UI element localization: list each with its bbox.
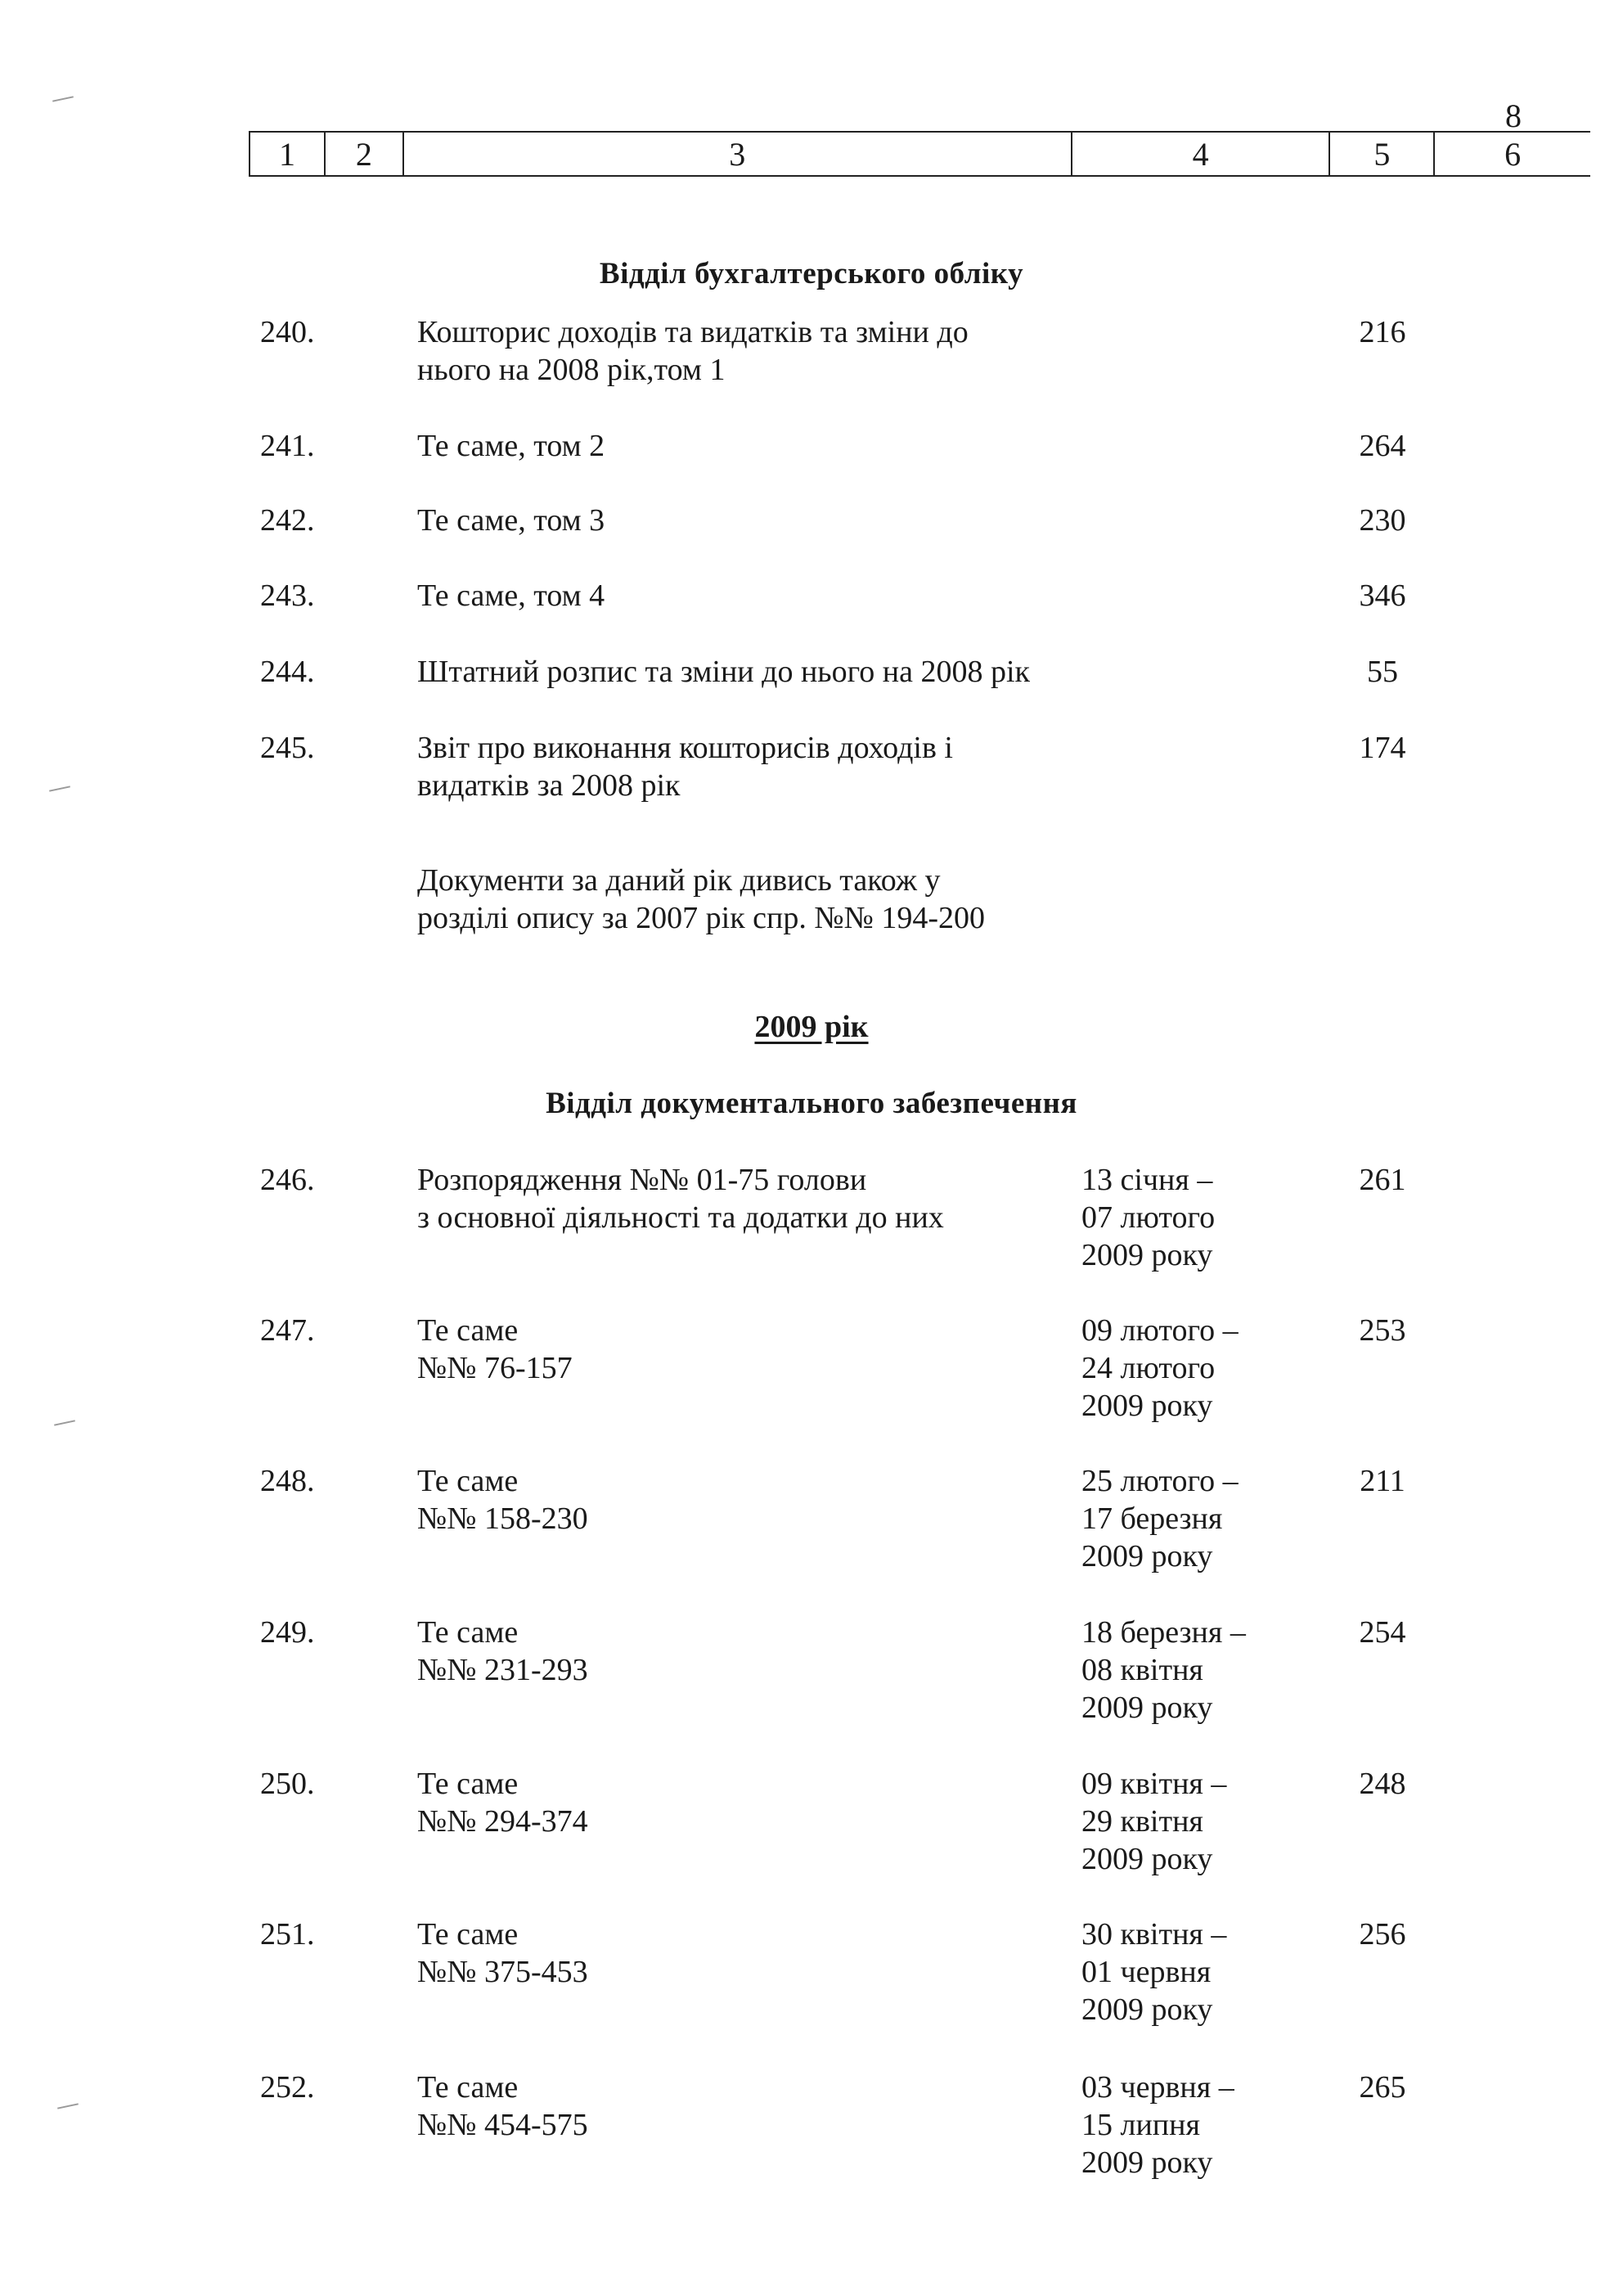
column-header-6: 6 [1504,135,1522,173]
entry-title [417,502,1055,539]
scan-mark [49,786,70,791]
entry-title-line: Кошторис доходів та видатків та зміни до [417,315,969,349]
scan-mark [52,96,74,101]
entry-date-line: 09 квітня – [1081,1767,1227,1801]
entry-date-line: 2009 року [1081,1842,1213,1876]
entry-sheets: 261 [1359,1163,1406,1197]
entry-date-line: 15 липня [1081,2108,1200,2142]
entry-title-line: Те саме [417,1615,519,1650]
entry-dates [1081,1614,1327,1727]
column-header-row [249,131,1590,177]
entry-date-line: 07 лютого [1081,1200,1216,1235]
entry-date-line: 24 лютого [1081,1351,1216,1385]
entry-number: 249. [260,1615,315,1650]
entry-title-line: Те саме [417,1313,519,1348]
entry-number: 250. [260,1767,315,1801]
entry-number: 240. [260,315,315,349]
entry-date-line: 18 березня – [1081,1615,1246,1650]
entry-date-line: 25 лютого – [1081,1464,1239,1498]
year-heading [0,1009,1623,1045]
entry-number: 251. [260,1917,315,1952]
entry-sheets: 230 [1359,503,1406,538]
column-header-4: 4 [1072,133,1331,175]
scan-mark [57,2103,79,2109]
column-header-1: 1 [250,133,326,175]
entry-title-line: Те саме [417,2070,519,2105]
entry-title-line: №№ 454-575 [417,2108,588,2142]
entry-sheets: 256 [1359,1917,1406,1952]
entry-sheets: 254 [1359,1615,1406,1650]
entry-date-line: 2009 року [1081,1389,1213,1423]
entry-sheets: 253 [1359,1313,1406,1348]
entry-dates [1081,1916,1327,2028]
entry-dates [1081,1462,1327,1575]
entry-date-line: 13 січня – [1081,1163,1213,1197]
entry-date-line: 08 квітня [1081,1653,1203,1687]
section-title-documentation: Відділ документального забезпечення [546,1087,1077,1120]
entry-title [417,313,1055,389]
entry-sheets: 346 [1359,579,1406,613]
entry-title-line: №№ 231-293 [417,1653,588,1687]
entry-title-line: №№ 158-230 [417,1501,588,1536]
entry-sheets: 216 [1359,315,1406,349]
entry-title [417,653,1055,691]
column-header-2: 2 [326,133,404,175]
entry-title-line: нього на 2008 рік,том 1 [417,353,726,387]
entry-title-line: №№ 76-157 [417,1351,573,1385]
entry-title-line: Те саме [417,1767,519,1801]
entry-date-line: 17 березня [1081,1501,1223,1536]
entry-title [417,2069,1055,2144]
entry-title [417,1462,1055,1537]
entry-title [417,1161,1055,1236]
note-line: Документи за даний рік дивись також у [417,863,941,898]
entry-sheets: 211 [1360,1464,1405,1498]
entry-date-line: 01 червня [1081,1955,1212,1989]
entry-sheets: 55 [1367,655,1398,689]
entry-title-line: №№ 294-374 [417,1804,588,1839]
page-number: 8 [1505,97,1522,134]
entry-title [417,1765,1055,1840]
column-header-3: 3 [404,133,1072,175]
year-heading-text: 2009 рік [754,1010,869,1044]
entry-sheets: 174 [1359,731,1406,765]
entry-date-line: 2009 року [1081,1539,1213,1573]
entry-title-line: Те саме, том 4 [417,579,605,613]
entry-date-line: 03 червня – [1081,2070,1234,2105]
entry-dates [1081,1161,1327,1274]
entry-number: 244. [260,655,315,689]
entry-dates [1081,1765,1327,1878]
entry-title-line: Штатний розпис та зміни до нього на 2008 рік [417,655,1030,689]
entry-date-line: 09 лютого – [1081,1313,1239,1348]
section-title-accounting: Відділ бухгалтерського обліку [599,257,1024,290]
entry-number: 245. [260,731,315,765]
entry-title [417,1614,1055,1689]
entry-title [417,1916,1055,1991]
note-line: розділі опису за 2007 рік спр. №№ 194-200 [417,901,986,935]
entry-number: 248. [260,1464,315,1498]
entry-title-line: Те саме, том 3 [417,503,605,538]
entry-title-line: Те саме [417,1464,519,1498]
entry-date-line: 2009 року [1081,1690,1213,1725]
entry-title-line: Те саме [417,1917,519,1952]
entry-sheets: 265 [1359,2070,1406,2105]
entry-date-line: 2009 року [1081,2145,1213,2180]
column-header-5: 5 [1330,133,1435,175]
entry-title-line: видатків за 2008 рік [417,768,681,803]
scan-mark [54,1420,75,1425]
entry-title-line: Те саме, том 2 [417,429,605,463]
entry-title [417,427,1055,465]
entry-number: 246. [260,1163,315,1197]
entry-sheets: 248 [1359,1767,1406,1801]
cross-reference-note [417,862,985,937]
entry-date-line: 29 квітня [1081,1804,1203,1839]
entry-dates [1081,1312,1327,1425]
entry-title-line: з основної діяльності та додатки до них [417,1200,944,1235]
entry-number: 252. [260,2070,315,2105]
entry-number: 241. [260,429,315,463]
entry-sheets: 264 [1359,429,1406,463]
entry-title-line: №№ 375-453 [417,1955,588,1989]
entry-title-line: Розпорядження №№ 01-75 голови [417,1163,867,1197]
entry-dates [1081,2069,1327,2181]
entry-title [417,1312,1055,1387]
entry-date-line: 2009 року [1081,1992,1213,2027]
entry-number: 247. [260,1313,315,1348]
entry-number: 242. [260,503,315,538]
entry-title-line: Звіт про виконання кошторисів доходів і [417,731,953,765]
entry-title [417,577,1055,615]
entry-number: 243. [260,579,315,613]
entry-date-line: 2009 року [1081,1238,1213,1272]
entry-date-line: 30 квітня – [1081,1917,1227,1952]
entry-title [417,729,1055,804]
